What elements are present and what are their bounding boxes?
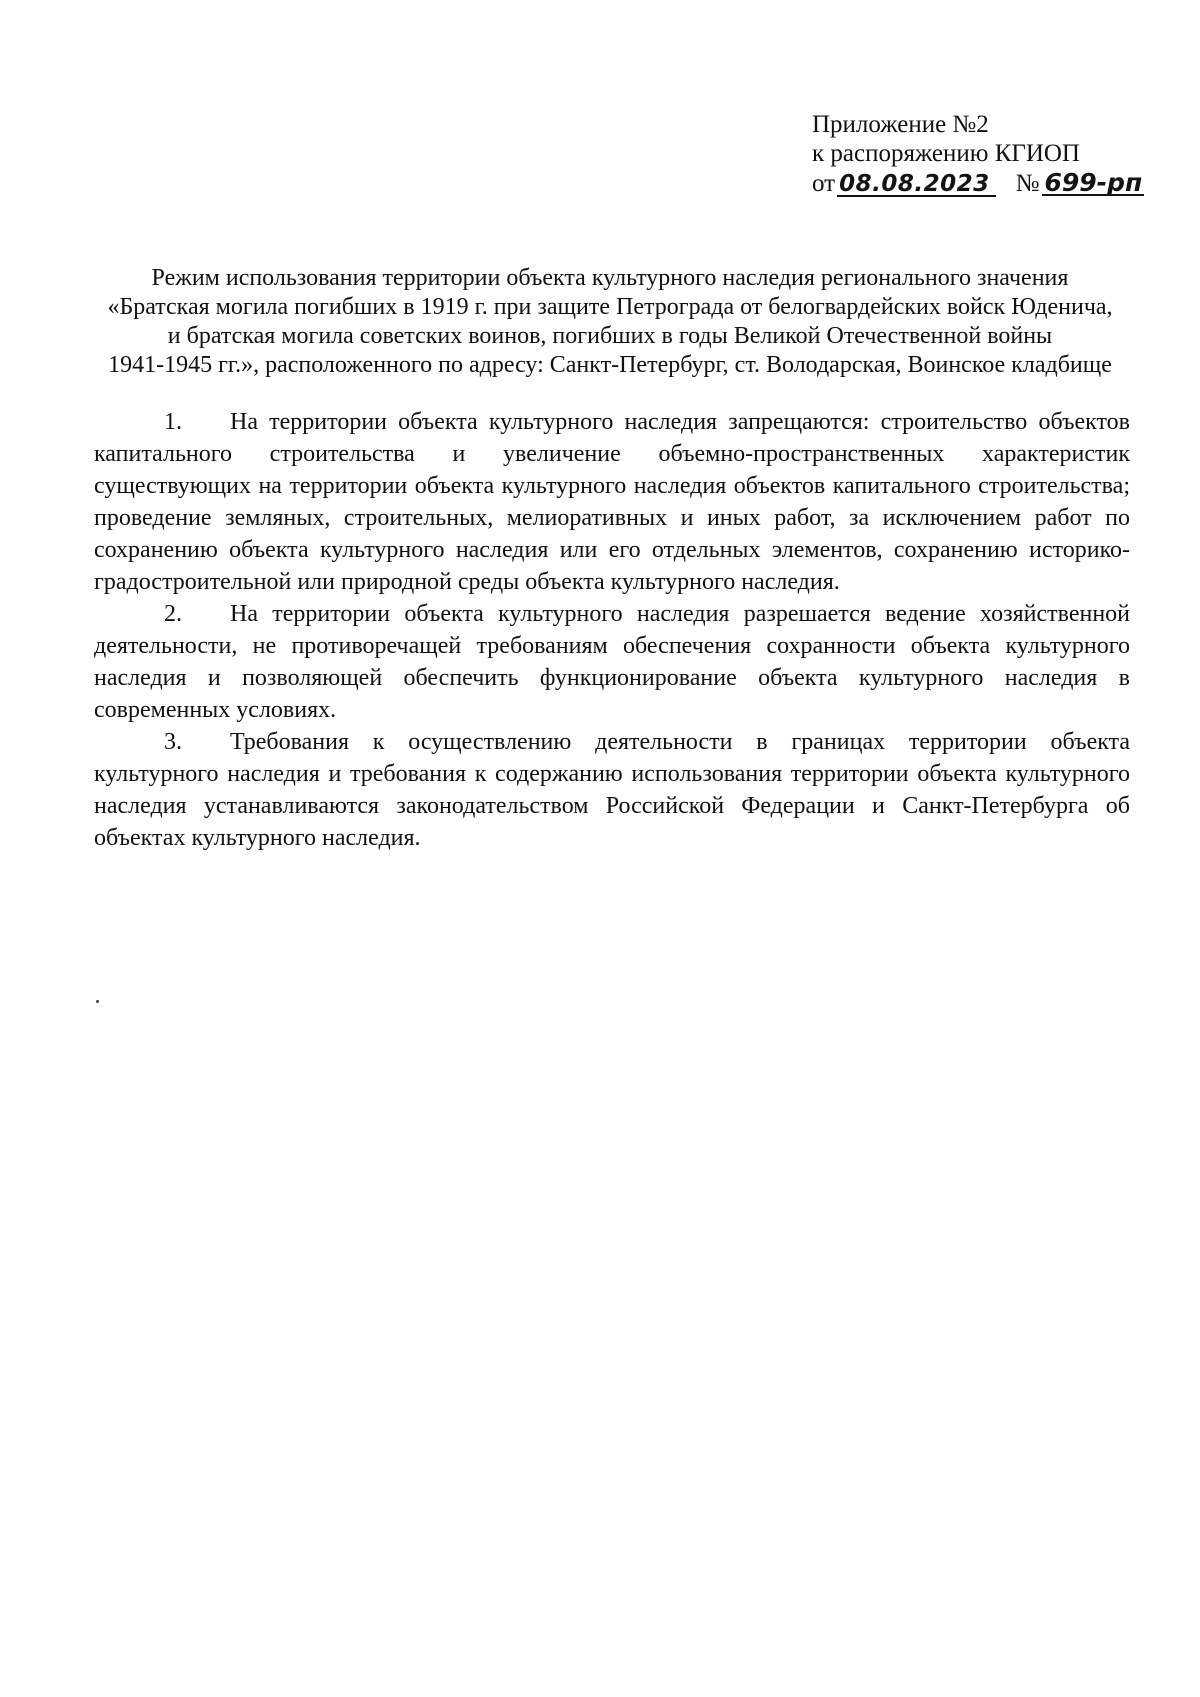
paragraph-text: Требования к осуществлению деятельности в границах территории объекта культурного наследия и требования к содержанию использования территории объекта культурного наследия устанавливаются законодательством Российской Федерации и Санкт-Петербурга об объектах культурного наследия.: [94, 729, 1130, 851]
date-prefix: от: [812, 170, 836, 197]
numbered-paragraph: [94, 406, 1130, 598]
title-line: «Братская могила погибших в 1919 г. при защите Петрограда от белогвардейских войск Юденича,: [107, 294, 1113, 320]
paragraph-text: На территории объекта культурного наследия разрешается ведение хозяйственной деятельности, не противоречащей требованиям обеспечения сохранности объекта культурного наследия и позволяющей обеспечить функционирование объекта культурного наследия в современных условиях.: [94, 601, 1130, 723]
appendix-date-number-line: [812, 169, 1142, 198]
number-prefix: №: [1015, 170, 1040, 197]
appendix-header: [812, 110, 1142, 198]
scan-speck: [96, 1000, 99, 1003]
paragraph-number: 3.: [164, 729, 182, 755]
numbered-paragraph: [94, 598, 1130, 726]
paragraph-number: 1.: [164, 409, 182, 435]
paragraph-text: На территории объекта культурного наследия запрещаются: строительство объектов капитального строительства и увеличение объемно-пространственных характеристик существующих на территории объекта культурного наследия объектов капитального строительства; проведение земляных, строительных, мелиоративных и иных работ, за исключением работ по сохранению объекта культурного наследия или его отдельных элементов, сохранению историко-градостроительной или природной среды объекта культурного наследия.: [94, 409, 1130, 595]
handwritten-date: 08.08.2023: [837, 173, 996, 197]
document-title: [90, 264, 1130, 380]
handwritten-order-number: 699-рп: [1044, 168, 1143, 197]
title-line: 1941-1945 гг.», расположенного по адресу: Санкт-Петербург, ст. Володарская, Воинское кладбище: [108, 352, 1112, 378]
paragraph-number: 2.: [164, 601, 182, 627]
document-body: [94, 406, 1130, 854]
appendix-order-reference: к распоряжению КГИОП: [812, 140, 1080, 167]
numbered-paragraph: [94, 726, 1130, 854]
title-line: и братская могила советских воинов, погибших в годы Великой Отечественной войны: [167, 323, 1053, 349]
title-line: Режим использования территории объекта культурного наследия регионального значения: [151, 265, 1069, 291]
appendix-label: Приложение №2: [812, 111, 989, 138]
